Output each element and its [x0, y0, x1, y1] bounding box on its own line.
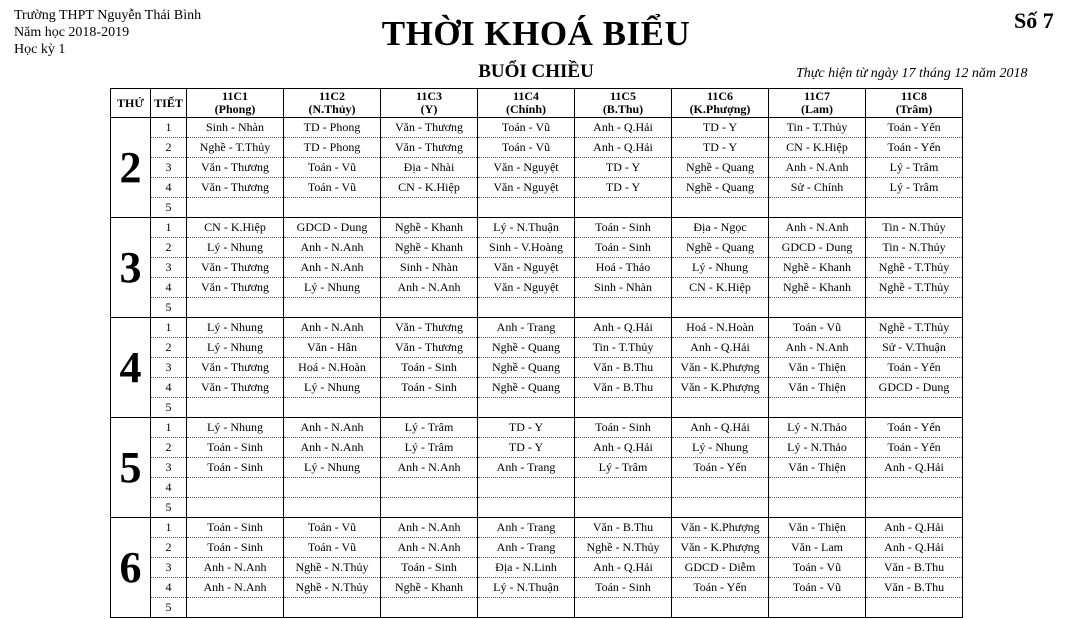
schedule-cell: Nghề - T.Thủy [866, 278, 963, 298]
col-header-class [672, 89, 769, 118]
schedule-cell: Tin - T.Thủy [575, 338, 672, 358]
schedule-cell: Toán - Vũ [769, 578, 866, 598]
schedule-cell: Lý - Nhung [187, 338, 284, 358]
schedule-cell: Nghề - N.Thủy [284, 558, 381, 578]
period-number: 5 [151, 198, 187, 218]
period-row [111, 518, 963, 538]
schedule-cell [187, 598, 284, 618]
schedule-cell [284, 478, 381, 498]
schedule-cell: Anh - Q.Hải [575, 138, 672, 158]
schedule-cell [575, 198, 672, 218]
schedule-cell: Văn - Nguyệt [478, 158, 575, 178]
col-header-class [187, 89, 284, 118]
school-name: Trường THPT Nguyễn Thái Bình [14, 8, 202, 23]
schedule-cell: Lý - Nhung [672, 438, 769, 458]
schedule-cell [866, 478, 963, 498]
schedule-cell [187, 478, 284, 498]
period-number: 1 [151, 518, 187, 538]
schedule-cell [575, 398, 672, 418]
schedule-cell: Anh - N.Anh [284, 438, 381, 458]
schedule-cell: Nghề - T.Thủy [866, 318, 963, 338]
schedule-cell: TD - Y [672, 118, 769, 138]
schedule-cell [478, 478, 575, 498]
schedule-cell: Anh - Q.Hải [866, 518, 963, 538]
schedule-cell: Lý - Trâm [866, 178, 963, 198]
day-label: 2 [111, 118, 151, 218]
period-number: 4 [151, 178, 187, 198]
schedule-cell [284, 498, 381, 518]
schedule-cell [381, 298, 478, 318]
schedule-cell: Toán - Sinh [575, 578, 672, 598]
schedule-cell: TD - Y [478, 418, 575, 438]
period-row [111, 478, 963, 498]
schedule-cell: Nghề - T.Thủy [866, 258, 963, 278]
schedule-cell: Anh - Trang [478, 538, 575, 558]
day-label: 3 [111, 218, 151, 318]
schedule-cell [672, 398, 769, 418]
schedule-cell: Văn - Nguyệt [478, 178, 575, 198]
schedule-cell: Anh - N.Anh [284, 318, 381, 338]
schedule-cell: Lý - Trâm [381, 438, 478, 458]
period-row [111, 218, 963, 238]
semester: Học kỳ 1 [14, 42, 66, 57]
period-row [111, 578, 963, 598]
schedule-cell: Văn - Thương [381, 318, 478, 338]
period-number: 4 [151, 578, 187, 598]
schedule-cell: Lý - Nhung [187, 238, 284, 258]
schedule-cell: Văn - Thương [187, 258, 284, 278]
period-row [111, 278, 963, 298]
period-number: 5 [151, 398, 187, 418]
period-row [111, 198, 963, 218]
class-teacher: (Phong) [214, 102, 256, 116]
period-number: 1 [151, 318, 187, 338]
schedule-cell: Nghề - N.Thủy [575, 538, 672, 558]
col-header-class [575, 89, 672, 118]
period-row [111, 438, 963, 458]
schedule-cell: Lý - Nhung [187, 418, 284, 438]
schedule-cell: Địa - Ngọc [672, 218, 769, 238]
schedule-cell [672, 478, 769, 498]
schedule-cell [478, 598, 575, 618]
class-teacher: (Lam) [801, 102, 833, 116]
schedule-cell: Văn - B.Thu [866, 558, 963, 578]
schedule-cell: Sinh - Nhàn [575, 278, 672, 298]
timetable [110, 88, 963, 618]
period-row [111, 158, 963, 178]
schedule-cell: Tin - N.Thủy [866, 218, 963, 238]
schedule-cell: Lý - N.Thuận [478, 218, 575, 238]
schedule-cell [478, 498, 575, 518]
schedule-cell: Văn - K.Phượng [672, 538, 769, 558]
day-label: 4 [111, 318, 151, 418]
schedule-cell: Văn - Hân [284, 338, 381, 358]
class-teacher: (K.Phượng) [689, 102, 751, 116]
period-number: 5 [151, 598, 187, 618]
schedule-cell: Văn - Thương [187, 378, 284, 398]
class-name: 11C5 [609, 89, 636, 103]
schedule-cell [769, 298, 866, 318]
schedule-cell: Toán - Yến [866, 418, 963, 438]
schedule-cell: Văn - Thương [187, 278, 284, 298]
col-header-class [381, 89, 478, 118]
schedule-cell: Hoá - Thảo [575, 258, 672, 278]
col-header-tiet: TIẾT [151, 89, 187, 118]
schedule-cell: GDCD - Dung [769, 238, 866, 258]
schedule-cell: Nghề - Khanh [381, 578, 478, 598]
schedule-cell: GDCD - Dung [866, 378, 963, 398]
schedule-cell: Địa - N.Linh [478, 558, 575, 578]
schedule-cell: Toán - Sinh [575, 238, 672, 258]
schedule-cell: Lý - Nhung [284, 378, 381, 398]
schedule-cell [866, 298, 963, 318]
class-name: 11C4 [512, 89, 539, 103]
schedule-cell: Văn - Nguyệt [478, 278, 575, 298]
day-label: 5 [111, 418, 151, 518]
schedule-cell: Toán - Yến [866, 138, 963, 158]
schedule-cell: TD - Y [575, 158, 672, 178]
period-row [111, 598, 963, 618]
schedule-cell: Anh - N.Anh [381, 518, 478, 538]
schedule-cell: Lý - Trâm [381, 418, 478, 438]
schedule-cell: Văn - Thiện [769, 458, 866, 478]
schedule-cell: Tin - T.Thủy [769, 118, 866, 138]
day-label: 6 [111, 518, 151, 618]
period-number: 2 [151, 438, 187, 458]
col-header-class [478, 89, 575, 118]
schedule-cell: Anh - Q.Hải [866, 458, 963, 478]
period-row [111, 118, 963, 138]
schedule-cell: Văn - Thương [187, 158, 284, 178]
schedule-cell: Văn - K.Phượng [672, 378, 769, 398]
schedule-cell [672, 198, 769, 218]
schedule-cell: TD - Y [672, 138, 769, 158]
schedule-cell: Anh - N.Anh [284, 418, 381, 438]
period-row [111, 338, 963, 358]
schedule-cell: Anh - Q.Hải [575, 438, 672, 458]
schedule-cell: Toán - Yến [866, 358, 963, 378]
period-number: 3 [151, 558, 187, 578]
schedule-cell: Lý - Trâm [575, 458, 672, 478]
period-row [111, 378, 963, 398]
col-header-class [284, 89, 381, 118]
schedule-cell: Anh - N.Anh [381, 458, 478, 478]
schedule-cell: Sử - V.Thuận [866, 338, 963, 358]
schedule-cell: Toán - Sinh [187, 518, 284, 538]
schedule-cell: Anh - Q.Hải [672, 418, 769, 438]
schedule-cell [284, 298, 381, 318]
period-number: 2 [151, 138, 187, 158]
schedule-cell: Văn - Lam [769, 538, 866, 558]
schedule-cell [381, 598, 478, 618]
period-row [111, 318, 963, 338]
class-teacher: (Trâm) [895, 102, 933, 116]
schedule-cell: Toán - Vũ [769, 558, 866, 578]
schedule-cell: Toán - Sinh [575, 418, 672, 438]
page-subtitle: BUỔI CHIỀU [478, 61, 594, 82]
period-number: 4 [151, 278, 187, 298]
schedule-cell: Toán - Sinh [381, 558, 478, 578]
schedule-cell: Lý - Trâm [866, 158, 963, 178]
schedule-cell: Hoá - N.Hoàn [672, 318, 769, 338]
schedule-cell: Anh - Q.Hải [575, 558, 672, 578]
col-header-class [866, 89, 963, 118]
schedule-cell: Toán - Vũ [284, 538, 381, 558]
schedule-cell: Tin - N.Thủy [866, 238, 963, 258]
schedule-cell [769, 398, 866, 418]
schedule-cell: TD - Y [478, 438, 575, 458]
schedule-cell: Nghề - Khanh [381, 218, 478, 238]
schedule-cell: Văn - Nguyệt [478, 258, 575, 278]
schedule-cell [866, 198, 963, 218]
schedule-cell: Lý - Nhung [187, 318, 284, 338]
schedule-cell: Toán - Yến [866, 438, 963, 458]
schedule-cell [672, 498, 769, 518]
schedule-cell: Anh - Trang [478, 518, 575, 538]
col-header-class [769, 89, 866, 118]
schedule-cell: Văn - Thương [187, 178, 284, 198]
period-number: 1 [151, 218, 187, 238]
schedule-cell [575, 598, 672, 618]
schedule-cell: Toán - Yến [672, 578, 769, 598]
schedule-cell [284, 198, 381, 218]
school-year: Năm học 2018-2019 [14, 25, 130, 40]
class-teacher: (Y) [420, 102, 438, 116]
schedule-cell: Nghề - Khanh [769, 278, 866, 298]
period-number: 4 [151, 478, 187, 498]
schedule-cell [866, 598, 963, 618]
schedule-cell: Sinh - V.Hoàng [478, 238, 575, 258]
schedule-cell: Anh - N.Anh [381, 278, 478, 298]
timetable-body [111, 118, 963, 618]
period-row [111, 178, 963, 198]
timetable-header-row [111, 89, 963, 118]
col-header-thu: THỨ [111, 89, 151, 118]
effective-date: Thực hiện từ ngày 17 tháng 12 năm 2018 [796, 66, 1028, 81]
schedule-cell: Lý - N.Thảo [769, 438, 866, 458]
period-row [111, 238, 963, 258]
schedule-cell [575, 498, 672, 518]
schedule-cell: Toán - Sinh [381, 358, 478, 378]
period-number: 2 [151, 338, 187, 358]
schedule-cell: Lý - Nhung [284, 458, 381, 478]
schedule-cell: Nghề - Quang [478, 358, 575, 378]
schedule-cell [575, 298, 672, 318]
period-number: 5 [151, 298, 187, 318]
schedule-cell [866, 498, 963, 518]
schedule-cell: Toán - Vũ [284, 518, 381, 538]
class-name: 11C8 [900, 89, 927, 103]
schedule-cell: Nghề - Khanh [769, 258, 866, 278]
schedule-cell: Hoá - N.Hoàn [284, 358, 381, 378]
schedule-cell: Văn - Thiện [769, 358, 866, 378]
period-number: 3 [151, 258, 187, 278]
schedule-cell: TD - Phong [284, 118, 381, 138]
schedule-cell: CN - K.Hiệp [381, 178, 478, 198]
schedule-cell: Văn - Thương [381, 138, 478, 158]
schedule-cell [769, 198, 866, 218]
schedule-cell: Lý - N.Thảo [769, 418, 866, 438]
schedule-cell: Toán - Vũ [478, 118, 575, 138]
schedule-cell: Toán - Yến [672, 458, 769, 478]
schedule-cell: Toán - Sinh [381, 378, 478, 398]
schedule-cell: Anh - N.Anh [769, 218, 866, 238]
schedule-cell: Anh - N.Anh [381, 538, 478, 558]
period-row [111, 358, 963, 378]
schedule-cell [575, 478, 672, 498]
period-number: 2 [151, 538, 187, 558]
schedule-cell: Toán - Vũ [284, 158, 381, 178]
schedule-cell: Văn - B.Thu [866, 578, 963, 598]
period-row [111, 498, 963, 518]
schedule-cell: Văn - Thương [381, 118, 478, 138]
schedule-cell: Văn - B.Thu [575, 378, 672, 398]
schedule-cell [187, 298, 284, 318]
schedule-cell: Nghề - Quang [672, 178, 769, 198]
period-number: 1 [151, 418, 187, 438]
schedule-cell [187, 498, 284, 518]
period-number: 3 [151, 158, 187, 178]
schedule-cell: Văn - Thương [381, 338, 478, 358]
schedule-cell: Anh - Trang [478, 458, 575, 478]
schedule-cell: Anh - Trang [478, 318, 575, 338]
schedule-cell: Anh - Q.Hải [866, 538, 963, 558]
schedule-cell: CN - K.Hiệp [187, 218, 284, 238]
schedule-cell: Anh - Q.Hải [672, 338, 769, 358]
period-row [111, 558, 963, 578]
document-number: Số 7 [1014, 8, 1054, 33]
class-teacher: (B.Thu) [602, 102, 644, 116]
schedule-cell [672, 598, 769, 618]
schedule-cell: Sinh - Nhàn [381, 258, 478, 278]
schedule-cell: Nghề - Khanh [381, 238, 478, 258]
schedule-cell: Anh - N.Anh [284, 258, 381, 278]
schedule-cell: Lý - Nhung [672, 258, 769, 278]
schedule-cell [187, 398, 284, 418]
schedule-cell: Nghề - Quang [672, 238, 769, 258]
schedule-cell [769, 478, 866, 498]
period-number: 2 [151, 238, 187, 258]
schedule-cell: Anh - N.Anh [284, 238, 381, 258]
period-row [111, 258, 963, 278]
class-name: 11C6 [706, 89, 733, 103]
schedule-cell [284, 598, 381, 618]
schedule-cell: TD - Phong [284, 138, 381, 158]
schedule-cell [478, 198, 575, 218]
schedule-cell: Lý - Nhung [284, 278, 381, 298]
schedule-cell: Toán - Sinh [575, 218, 672, 238]
class-name: 11C2 [318, 89, 345, 103]
schedule-cell [381, 198, 478, 218]
schedule-cell [478, 398, 575, 418]
period-number: 4 [151, 378, 187, 398]
schedule-cell [381, 398, 478, 418]
period-row [111, 398, 963, 418]
schedule-cell: GDCD - Diễm [672, 558, 769, 578]
schedule-cell: Lý - N.Thuận [478, 578, 575, 598]
class-name: 11C7 [803, 89, 830, 103]
schedule-cell [769, 598, 866, 618]
schedule-cell [478, 298, 575, 318]
schedule-cell: CN - K.Hiệp [672, 278, 769, 298]
class-teacher: (N.Thủy) [308, 102, 356, 116]
schedule-cell: Toán - Vũ [478, 138, 575, 158]
schedule-cell: Nghề - T.Thủy [187, 138, 284, 158]
schedule-cell: Toán - Yến [866, 118, 963, 138]
schedule-cell [381, 498, 478, 518]
schedule-cell: Văn - Thương [187, 358, 284, 378]
period-number: 1 [151, 118, 187, 138]
schedule-cell: Anh - N.Anh [769, 158, 866, 178]
schedule-cell: Toán - Vũ [769, 318, 866, 338]
class-name: 11C1 [221, 89, 248, 103]
schedule-cell [769, 498, 866, 518]
schedule-cell: Anh - N.Anh [187, 578, 284, 598]
class-name: 11C3 [415, 89, 442, 103]
schedule-cell: Văn - B.Thu [575, 518, 672, 538]
schedule-cell: Anh - Q.Hải [575, 118, 672, 138]
schedule-cell: Nghề - Quang [478, 338, 575, 358]
schedule-cell: Toán - Vũ [284, 178, 381, 198]
period-row [111, 418, 963, 438]
schedule-cell: Văn - Thiện [769, 518, 866, 538]
schedule-cell: Anh - N.Anh [769, 338, 866, 358]
period-number: 3 [151, 458, 187, 478]
page-title: THỜI KHOÁ BIỂU [381, 14, 691, 53]
schedule-cell: Anh - Q.Hải [575, 318, 672, 338]
schedule-cell: CN - K.Hiệp [769, 138, 866, 158]
schedule-cell: Anh - N.Anh [187, 558, 284, 578]
period-row [111, 138, 963, 158]
schedule-cell: Sử - Chính [769, 178, 866, 198]
schedule-cell: GDCD - Dung [284, 218, 381, 238]
period-row [111, 458, 963, 478]
schedule-cell: Toán - Sinh [187, 438, 284, 458]
schedule-cell [381, 478, 478, 498]
schedule-cell: Toán - Sinh [187, 538, 284, 558]
schedule-cell: Nghề - Quang [672, 158, 769, 178]
schedule-cell: Văn - K.Phượng [672, 518, 769, 538]
schedule-cell: Văn - B.Thu [575, 358, 672, 378]
period-row [111, 538, 963, 558]
schedule-cell [187, 198, 284, 218]
class-teacher: (Chính) [505, 102, 546, 116]
schedule-cell: Nghề - Quang [478, 378, 575, 398]
period-number: 3 [151, 358, 187, 378]
period-number: 5 [151, 498, 187, 518]
schedule-cell: Văn - K.Phượng [672, 358, 769, 378]
schedule-cell: Địa - Nhài [381, 158, 478, 178]
schedule-cell: TD - Y [575, 178, 672, 198]
schedule-cell: Toán - Sinh [187, 458, 284, 478]
schedule-cell: Nghề - N.Thủy [284, 578, 381, 598]
schedule-cell: Văn - Thiện [769, 378, 866, 398]
period-row [111, 298, 963, 318]
schedule-cell [866, 398, 963, 418]
schedule-cell [284, 398, 381, 418]
schedule-cell [672, 298, 769, 318]
schedule-cell: Sinh - Nhàn [187, 118, 284, 138]
